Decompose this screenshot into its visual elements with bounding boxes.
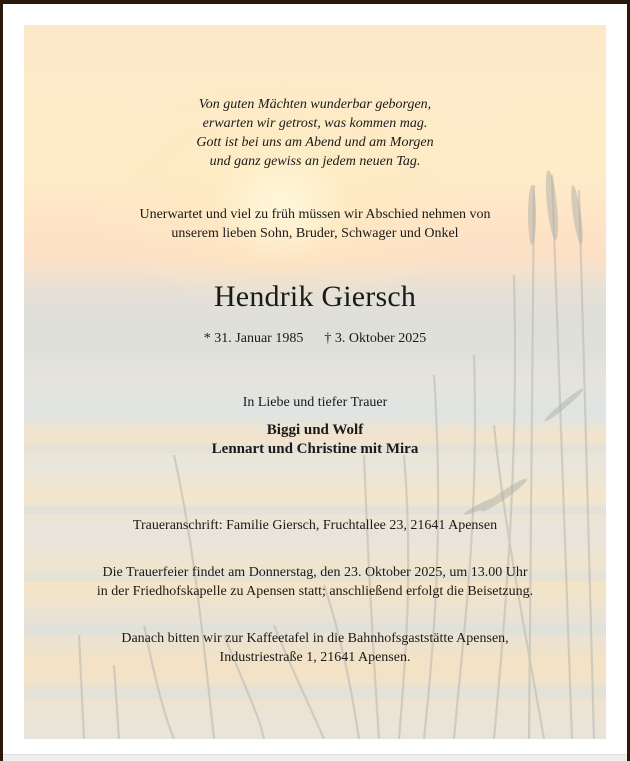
mourner-line: Lennart und Christine mit Mira xyxy=(211,441,419,457)
bottom-border xyxy=(3,754,627,761)
birth-symbol: * xyxy=(203,331,211,346)
death-date: 3. Oktober 2025 xyxy=(334,331,427,346)
mourning-address: Traueranschrift: Familie Giersch, Fruchtallee 23, 21641 Apensen xyxy=(132,518,498,533)
poem-line: erwarten wir getrost, was kommen mag. xyxy=(202,116,428,131)
obituary-frame xyxy=(3,4,627,761)
intro-text xyxy=(24,205,606,243)
obituary-text xyxy=(24,25,606,739)
birth-date: 31. Januar 1985 xyxy=(214,331,304,346)
ceremony-line: in der Friedhofskapelle zu Apensen statt; anschließend erfolgt die Beisetzung. xyxy=(96,584,534,599)
intro-line: unserem lieben Sohn, Bruder, Schwager und Onkel xyxy=(171,226,459,241)
mourners-intro: In Liebe und tiefer Trauer xyxy=(242,395,388,410)
reception-line: Danach bitten wir zur Kaffeetafel in die Bahnhofsgaststätte Apensen, xyxy=(121,631,509,646)
obituary-card xyxy=(24,25,606,739)
poem-line: und ganz gewiss an jedem neuen Tag. xyxy=(209,154,421,169)
reception-line: Industriestraße 1, 21641 Apensen. xyxy=(219,650,411,665)
deceased-name: Hendrik Giersch xyxy=(213,280,417,313)
mourners-names xyxy=(24,421,606,459)
funeral-ceremony-info xyxy=(24,563,606,601)
intro-line: Unerwartet und viel zu früh müssen wir Abschied nehmen von xyxy=(139,207,491,222)
death-symbol-icon: † xyxy=(324,331,332,346)
poem xyxy=(24,95,606,171)
life-dates xyxy=(24,330,606,348)
ceremony-line: Die Trauerfeier findet am Donnerstag, den 23. Oktober 2025, um 13.00 Uhr xyxy=(102,565,528,580)
mourner-line: Biggi und Wolf xyxy=(266,422,364,438)
poem-line: Gott ist bei uns am Abend und am Morgen xyxy=(196,135,434,150)
poem-line: Von guten Mächten wunderbar geborgen, xyxy=(198,97,432,112)
reception-info xyxy=(24,629,606,667)
